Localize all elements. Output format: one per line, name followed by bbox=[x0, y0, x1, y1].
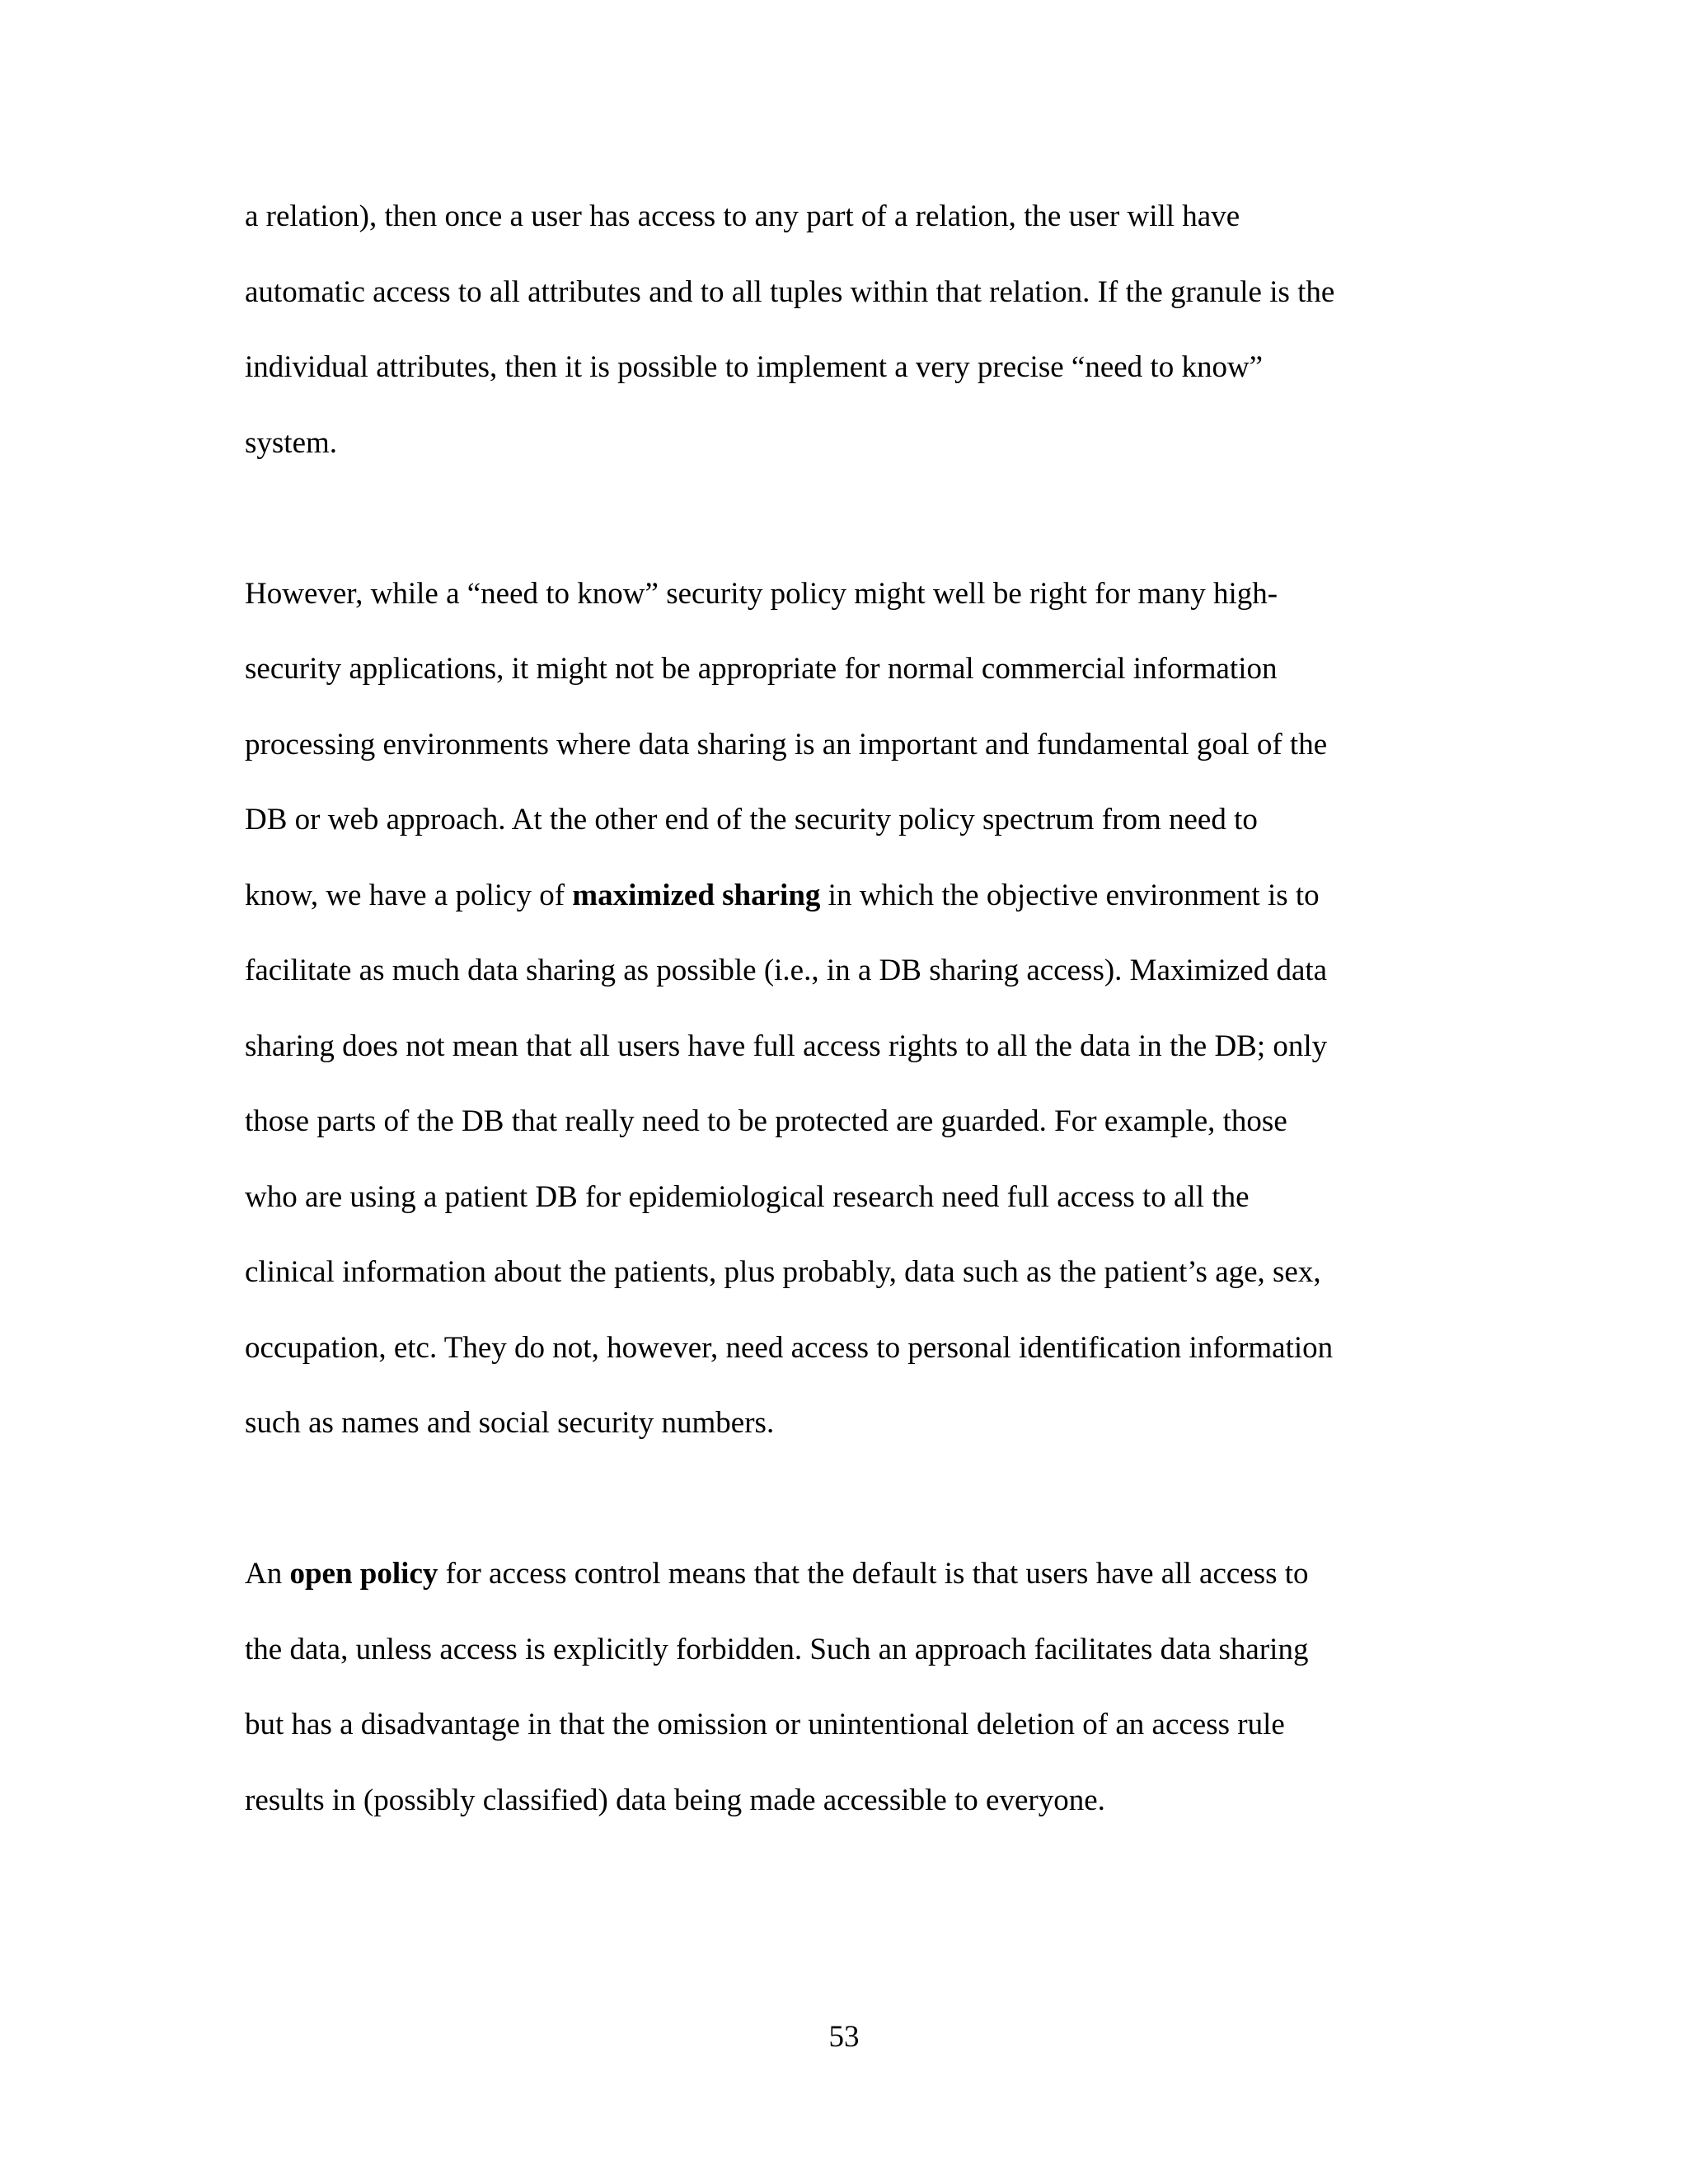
paragraph-gap bbox=[245, 1461, 1448, 1537]
text-line bbox=[245, 405, 1448, 481]
bold-term: open policy bbox=[289, 1557, 438, 1591]
text-run: results in (possibly classified) data being made accessible to everyone. bbox=[245, 1783, 1105, 1817]
text-run: a relation), then once a user has access to any part of a relation, the user will have bbox=[245, 199, 1240, 233]
text-line bbox=[245, 1536, 1448, 1612]
text-line bbox=[245, 782, 1448, 858]
text-run: clinical information about the patients, plus probably, data such as the patient’s age, sex, bbox=[245, 1255, 1321, 1289]
text-run: who are using a patient DB for epidemiological research need full access to all the bbox=[245, 1179, 1250, 1214]
text-run: processing environments where data sharing is an important and fundamental goal of the bbox=[245, 727, 1328, 762]
text-run: automatic access to all attributes and to all tuples within that relation. If the granule is the bbox=[245, 274, 1335, 309]
text-run: system. bbox=[245, 425, 338, 460]
text-line bbox=[245, 1235, 1448, 1310]
text-line bbox=[245, 1009, 1448, 1085]
text-line bbox=[245, 1763, 1448, 1839]
text-line bbox=[245, 179, 1448, 255]
text-run: facilitate as much data sharing as possible (i.e., in a DB sharing access). Maximized data bbox=[245, 954, 1328, 987]
text-run: DB or web approach. At the other end of the security policy spectrum from need to bbox=[245, 803, 1258, 837]
paragraph bbox=[245, 556, 1448, 1461]
paragraph-gap bbox=[245, 480, 1448, 556]
text-line bbox=[245, 707, 1448, 783]
text-line bbox=[245, 1310, 1448, 1386]
text-run: sharing does not mean that all users have full access rights to all the data in the DB; only bbox=[245, 1029, 1328, 1063]
text-line bbox=[245, 330, 1448, 405]
text-line bbox=[245, 1385, 1448, 1461]
text-line bbox=[245, 255, 1448, 330]
text-line bbox=[245, 933, 1448, 1009]
text-run: However, while a “need to know” security policy might well be right for many high- bbox=[245, 576, 1278, 611]
text-line bbox=[245, 1612, 1448, 1688]
paragraph bbox=[245, 179, 1448, 480]
text-run: the data, unless access is explicitly forbidden. Such an approach facilitates data sharing bbox=[245, 1632, 1309, 1666]
text-run: occupation, etc. They do not, however, need access to personal identification information bbox=[245, 1330, 1334, 1365]
body-text bbox=[245, 179, 1448, 1838]
text-line bbox=[245, 631, 1448, 707]
text-line bbox=[245, 1687, 1448, 1763]
text-run: security applications, it might not be appropriate for normal commercial information bbox=[245, 652, 1278, 686]
text-line bbox=[245, 556, 1448, 632]
text-line bbox=[245, 1084, 1448, 1160]
text-run: in which the objective environment is to bbox=[820, 878, 1320, 912]
text-line bbox=[245, 1160, 1448, 1235]
text-run: An bbox=[245, 1557, 290, 1591]
text-run: those parts of the DB that really need to be protected are guarded. For example, those bbox=[245, 1104, 1287, 1138]
bold-term: maximized sharing bbox=[572, 878, 821, 912]
text-line bbox=[245, 858, 1448, 934]
text-run: such as names and social security numbers. bbox=[245, 1406, 775, 1440]
text-run: know, we have a policy of bbox=[245, 878, 573, 912]
text-run: for access control means that the default is that users have all access to bbox=[438, 1557, 1309, 1591]
page-number: 53 bbox=[828, 2020, 860, 2054]
text-run: individual attributes, then it is possible to implement a very precise “need to know” bbox=[245, 350, 1264, 384]
text-run: but has a disadvantage in that the omission or unintentional deletion of an access rule bbox=[245, 1708, 1285, 1741]
paragraph bbox=[245, 1536, 1448, 1838]
